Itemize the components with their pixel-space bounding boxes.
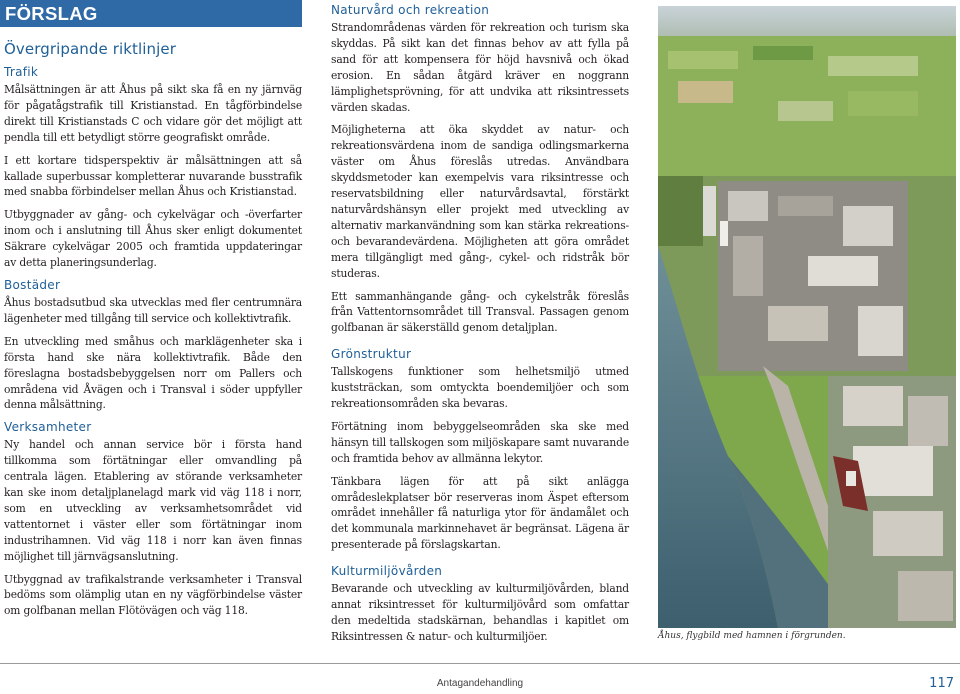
footer-label: Antagandehandling (436, 678, 524, 689)
section-banner (0, 0, 302, 27)
paragraph: Ny handel och annan service bör i första hand tillkomma som förtätningar eller omvandling på centrala lägen. Etablering av störande verksamheter kan ske inom detaljplanelagd mark vid väg 118 i norr, som en utveckling av verksamhetsområdet vid vattentornet i väster eller som förtätningar inom industrihamnen. Vid väg 118 i norr kan även finnas möjlighet till järnvägsanslutning. (4, 438, 302, 563)
paragraph: Tänkbara lägen för att på sikt anlägga områdeslekplatser bör reserveras inom Äspet eftersom området innehåller få naturliga ytor för ändamålet och det kommunala markinnehavet är begränsat. Lägena är presenterade på förslagskartan. (331, 474, 629, 552)
section-heading-verksamheter: Verksamheter (4, 420, 92, 435)
footer-divider (0, 663, 960, 664)
section-heading-kulturmiljo: Kulturmiljövården (331, 564, 443, 579)
left-column (4, 40, 302, 626)
paragraph: Åhus bostadsutbud ska utvecklas med fler centrumnära lägenheter med tillgång till service och kollektivtrafik. (4, 295, 302, 325)
paragraph: Tallskogens funktioner som helhetsmiljö utmed kuststräckan, som omtyckta boendemiljöer och som rekreationsområden ska bevaras. (331, 365, 629, 411)
section-heading-trafik: Trafik (4, 65, 39, 79)
paragraph: I ett kortare tidsperspektiv är målsättningen att så kallade superbussar kompletterar nuvarande busstrafik med snabba förbindelser mellan Åhus och Kristianstad. (4, 153, 302, 199)
photo-caption: Åhus, flygbild med hamnen i förgrunden. (658, 631, 846, 641)
section-heading-bostader: Bostäder (4, 277, 61, 292)
page-heading: Övergripande riktlinjer (4, 40, 177, 58)
aerial-photo-illustration (658, 6, 956, 628)
section-title: FÖRSLAG (5, 2, 98, 24)
paragraph: Utbyggnader av gång- och cykelvägar och -överfarter inom och i anslutning till Åhus sker enligt dokumentet Säkrare cykelvägar 2005 och framtida uppdateringar av detta planeringsunderlag. (4, 208, 302, 270)
paragraph: Strandområdenas värden för rekreation och turism ska skyddas. På sikt kan det finnas behov av att fylla på sand för att kompensera för höjd havsnivå och ökad erosion. En sådan åtgärd kräver en noggrann lämplighetsprövning, för att undvika att riksintressets värden skadas. (331, 21, 629, 114)
section-heading-naturvard: Naturvård och rekreation (331, 3, 490, 17)
paragraph: Bevarande och utveckling av kulturmiljövården, bland annat riksintresset för kulturmiljövård som omfattar den medeltida stadskärnan, behandlas i kapitlet om Riksintressen & natur- och kulturmiljöer. (331, 582, 629, 643)
paragraph: En utveckling med småhus och marklägenheter ska i första hand ske nära kollektivtrafik. Både den föreslagna bostadsbebyggelsen norr om Pallers och områdena vid Åvägen och i Transval i söder uppfyller denna målsättning. (4, 334, 302, 412)
aerial-harbor-photo (658, 6, 956, 628)
paragraph: Förtätning inom bebyggelseområden ska ske med hänsyn till tallskogen som miljöskapare samt nuvarande och framtida behov av allmänna lekytor. (331, 419, 629, 465)
paragraph: Målsättningen är att Åhus på sikt ska få en ny järnväg för pågatågstrafik till Kristianstad. En tågförbindelse direkt till Kristianstads C och vidare gör det möjligt att pendla till ett betydligt större geografiskt område. (4, 83, 302, 144)
paragraph: Utbyggnad av trafikalstrande verksamheter i Transval bedöms som olämplig utan en ny vägförbindelse väster om golfbanan mellan Flötövägen och väg 118. (4, 572, 302, 618)
section-heading-gronstruktur: Grönstruktur (331, 347, 412, 362)
paragraph: Ett sammanhängande gång- och cykelstråk föreslås från Vattentornsområdet till Transval. Passagen genom golfbanan är säkerställd genom detaljplan. (331, 289, 629, 335)
page-number: 117 (929, 676, 954, 691)
middle-column (331, 3, 629, 652)
paragraph: Möjligheterna att öka skyddet av natur- och rekreationsvärdena inom de sandiga odlingsmarkerna väster om Åhus föreslås utredas. Användbara skyddsmetoder kan exempelvis vara riksintresse och reservatsbildning eller naturvårdsavtal, förstärkt naturvårdshänsyn eller projekt med utveckling av alternativ markanvändning som kan stärka rekreations- och bevarandevärdena. Möjligheten att göra området mera tillgängligt med gång-, cykel- och ridstråk bör studeras. (331, 123, 629, 280)
